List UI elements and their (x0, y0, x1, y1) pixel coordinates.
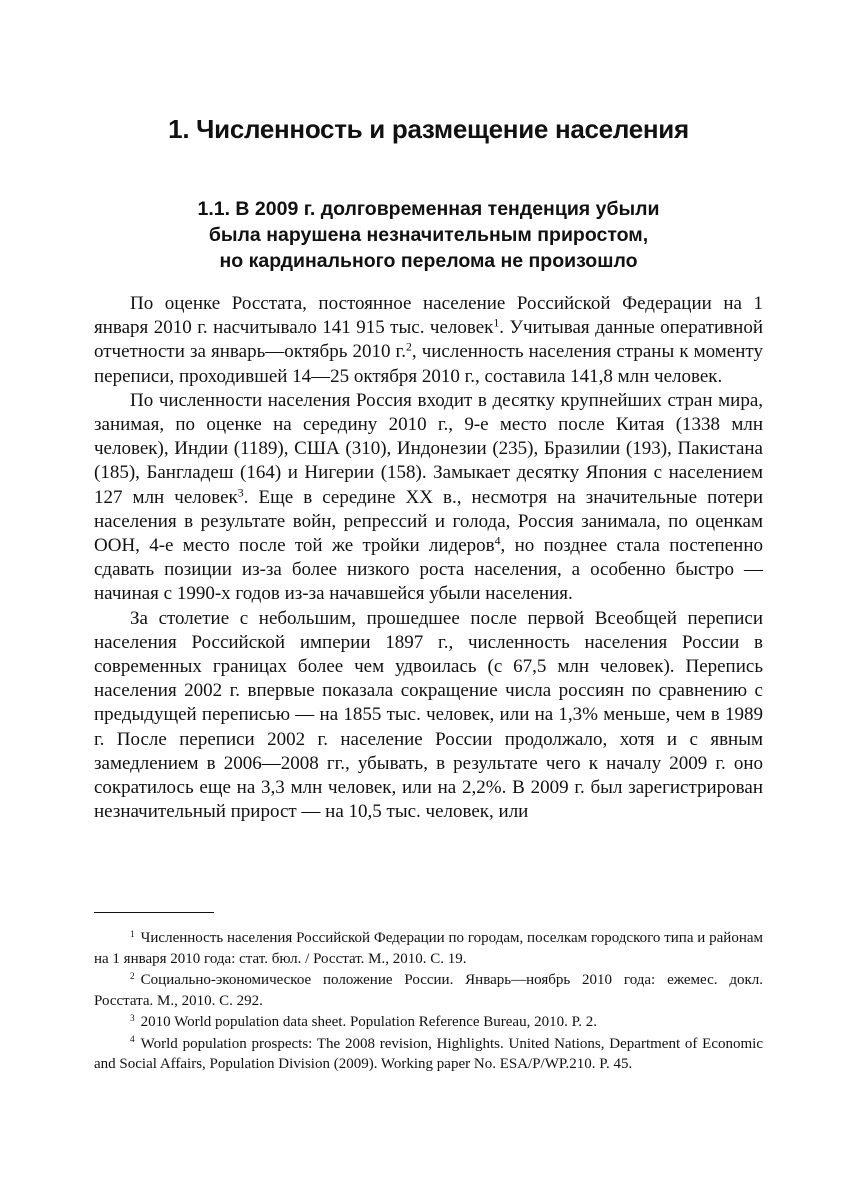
section-title-line: 1.1. В 2009 г. долговременная тенденция убыли (197, 198, 660, 220)
section-title-line: была нарушена незначительным приростом, (208, 224, 649, 246)
paragraph: По оценке Росстата, постоянное население Российской Федерации на 1 января 2010 г. насчитывало 141 915 тыс. человек$^1$. Учитывая данные оперативной отчетности за январь—октябрь 2010 г.$^2$, численность населения страны к моменту переписи, проходившей 14—25 октября 2010 г., составила 141,8 млн человек. (94, 293, 763, 387)
footnote: $^3$ 2010 World population data sheet. Population Reference Bureau, 2010. P. 2. (130, 1013, 597, 1030)
footnote-number: 4 (130, 1035, 135, 1046)
footnote-number: 3 (130, 1013, 135, 1024)
footnote: $^4$ World population prospects: The 2008 revision, Highlights. United Nations, Department of Economic and Social Affairs, Population Division (2009). Working paper No. ESA/P/WP.210. P. 45. (94, 1035, 763, 1072)
paragraph: По численности населения Россия входит в десятку крупнейших стран мира, занимая, по оценке на середину 2010 г., 9-е место после Китая (1338 млн человек), Индии (1189), США (310), Индонезии (235), Бразилии (193), Пакистана (185), Бангладеш (164) и Нигерии (158). Замыкает десятку Япония с населением 127 млн человек$^3$. Еще в середине XX в., несмотря на значительные потери населения в результате войн, репрессий и голода, Россия занимала, по оценкам ООН, 4-е место после той же тройки лидеров$^4$, но позднее стала постепенно сдавать позиции из-за более низкого роста населения, а особенно быстро — начиная с 1990-х годов из-за начавшейся убыли населения. (94, 389, 763, 605)
body-text (94, 292, 763, 824)
footnote-divider (94, 912, 214, 913)
section-title (0, 196, 857, 274)
chapter-title: 1. Численность и размещение населения (168, 114, 689, 144)
footnotes (94, 928, 763, 1076)
footnote-number: 2 (130, 971, 135, 982)
footnote: $^1$ Численность населения Российской Федерации по городам, поселкам городского типа и районам на 1 января 2010 года: стат. бюл. / Росстат. М., 2010. С. 19. (94, 929, 763, 967)
footnote-ref[interactable]: 2 (405, 340, 412, 354)
paragraph: За столетие с небольшим, прошедшее после первой Всеобщей переписи населения Российской империи 1897 г., численность населения России в современных границах более чем удвоилась (с 67,5 млн человек). Перепись населения 2002 г. впервые показала сокращение числа россиян по сравнению с предыдущей переписью — на 1855 тыс. человек, или на 1,3% меньше, чем в 1989 г. После переписи 2002 г. население России продолжало, хотя и с явным замедлением в 2006—2008 гг., убывать, в результате чего к началу 2009 г. оно сократилось еще на 3,3 млн человек, или на 2,2%. В 2009 г. был зарегистрирован незначительный прирост — на 10,5 тыс. человек, или (94, 607, 763, 823)
footnote-number: 1 (130, 929, 135, 940)
footnote-ref[interactable]: 3 (237, 486, 244, 500)
footnote-ref[interactable]: 1 (493, 316, 500, 330)
section-title-line: но кардинального перелома не произошло (219, 250, 638, 272)
footnote: $^2$ Социально-экономическое положение России. Январь—ноябрь 2010 года: ежемес. докл. Росстата. М., 2010. С. 292. (94, 971, 763, 1009)
footnote-ref[interactable]: 4 (494, 534, 501, 548)
